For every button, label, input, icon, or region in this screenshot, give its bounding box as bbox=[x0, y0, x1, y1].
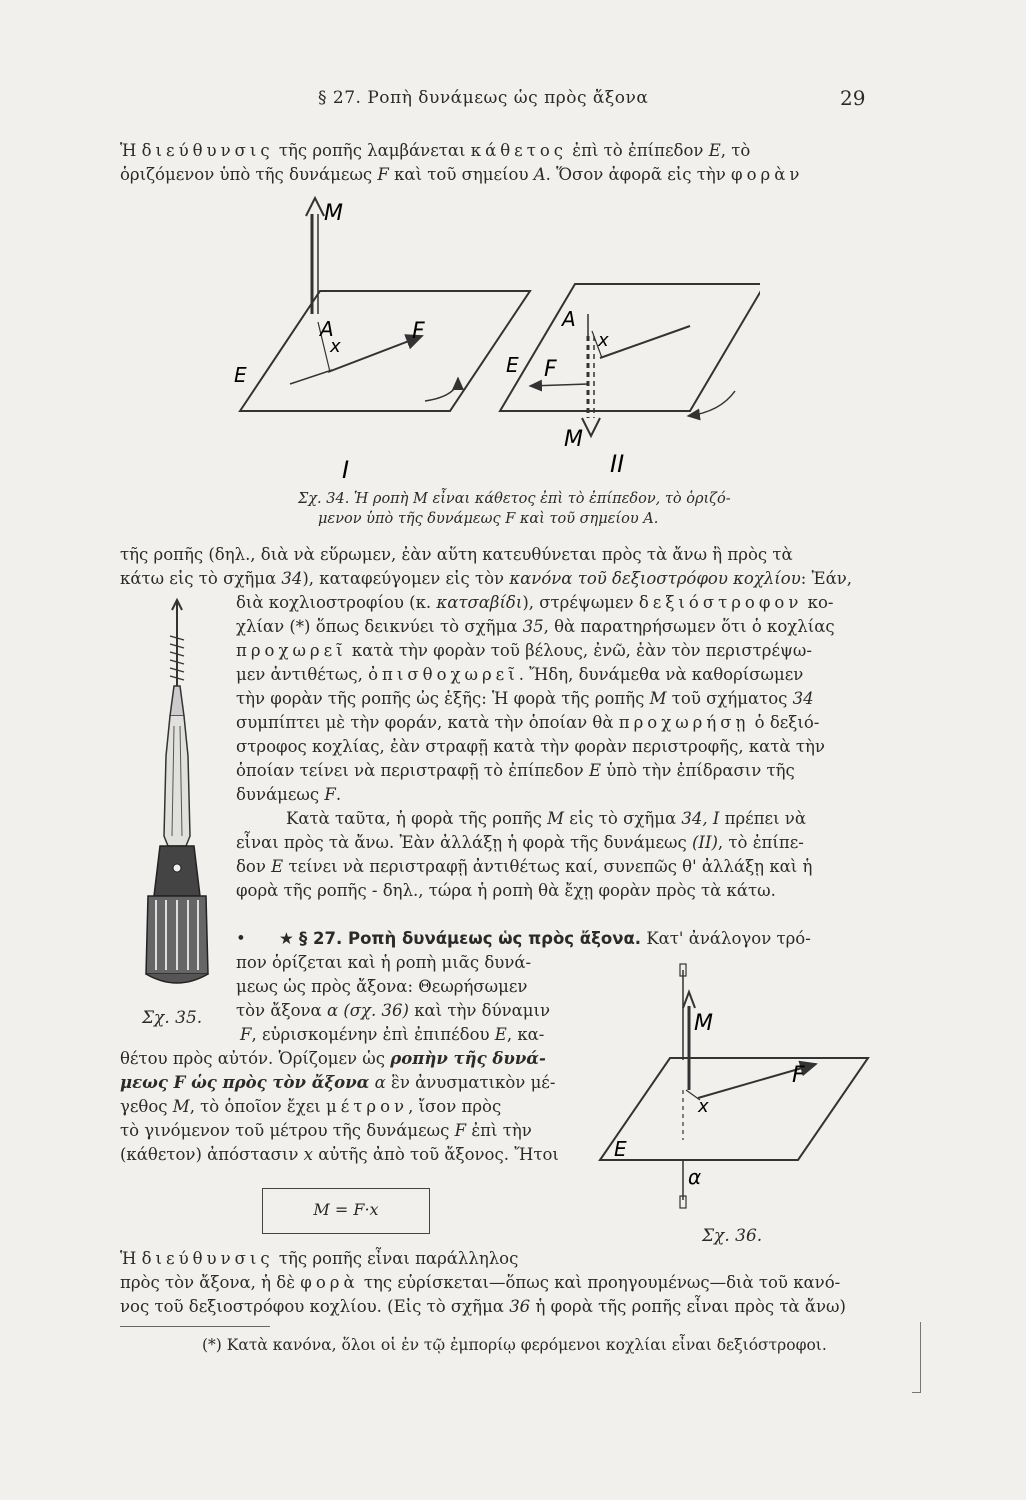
label-a-1: A bbox=[320, 317, 334, 341]
label-m-1: M bbox=[324, 201, 343, 226]
body-line-5: προχωρεῖ κατὰ τὴν φορὰν τοῦ βέλους, ἐνῶ, ἐὰν τὸν περιστρέψω- bbox=[236, 641, 812, 660]
section-line-10: (κάθετον) ἀπόστασιν x αὐτῆς ἀπὸ τοῦ ἄξονος. Ἤτοι bbox=[120, 1145, 559, 1164]
label-m-2: M bbox=[564, 427, 583, 452]
label-x-2: x bbox=[598, 330, 609, 351]
label-e-2: E bbox=[506, 353, 519, 377]
body-line-8: συμπίπτει μὲ τὴν φοράν, κατὰ τὴν ὁποίαν θὰ προχωρήσῃ ὁ δεξιό- bbox=[236, 713, 820, 732]
body-line-13: εἶναι πρὸς τὰ ἄνω. Ἐὰν ἀλλάξῃ ἡ φορὰ τῆς δυνάμεως (II), τὸ ἐπίπε- bbox=[236, 833, 804, 852]
label-m: M bbox=[694, 1011, 713, 1036]
section-line-8: γεθος M, τὸ ὁποῖον ἔχει μέτρον, ἴσον πρὸς bbox=[120, 1097, 502, 1116]
label-x: x bbox=[698, 1096, 709, 1117]
label-alpha: α bbox=[688, 1165, 702, 1189]
formula-box bbox=[262, 1188, 430, 1234]
running-head: § 27. Ροπὴ δυνάμεως ὡς πρὸς ἄξονα bbox=[318, 88, 649, 108]
margin-bracket bbox=[912, 1322, 921, 1393]
figure-35-screwdriver bbox=[130, 596, 220, 1006]
body-line-7: τὴν φορὰν τῆς ροπῆς ὡς ἑξῆς: Ἡ φορὰ τῆς ροπῆς M τοῦ σχήματος 34 bbox=[236, 689, 814, 708]
page-header bbox=[0, 88, 1026, 118]
figure-34-caption-line-1: Σχ. 34. Ἡ ροπὴ M εἶναι κάθετος ἐπὶ τὸ ἐπίπεδον, τὸ ὁριζό- bbox=[298, 491, 731, 507]
section-line-9: τὸ γινόμενον τοῦ μέτρου τῆς δυνάμεως F ἐπὶ τὴν bbox=[120, 1121, 532, 1140]
formula: M = F·x bbox=[313, 1200, 379, 1219]
footnote-divider bbox=[120, 1326, 270, 1327]
label-f-1: F bbox=[412, 319, 425, 344]
label-a-2: A bbox=[562, 307, 576, 331]
star-icon: ★ bbox=[278, 929, 294, 948]
force-arrow-panel-2 bbox=[600, 326, 690, 358]
body-line-2: κάτω εἰς τὸ σχῆμα 34), καταφεύγομεν εἰς τὸν κανόνα τοῦ δεξιοστρόφου κοχλίου: Ἐάν, bbox=[120, 569, 853, 588]
plane-e bbox=[600, 1058, 868, 1160]
label-f: F bbox=[792, 1063, 805, 1088]
intro-line-2: ὁριζόμενον ὑπὸ τῆς δυνάμεως F καὶ τοῦ σημείου A. Ὅσον ἀφορᾶ εἰς τὴν φορὰν bbox=[120, 165, 804, 184]
body-line-6: μεν ἀντιθέτως, ὀπισθοχωρεῖ. Ἤδη, δυνάμεθα νὰ καθορίσωμεν bbox=[236, 665, 804, 684]
body-line-3: διὰ κοχλιοστροφίου (κ. κατσαβίδι), στρέψωμεν δεξιόστροφον κο- bbox=[236, 593, 834, 612]
section-line-3: μεως ὡς πρὸς ἄξονα: Θεωρήσωμεν bbox=[236, 977, 528, 996]
force-arrow-panel-1 bbox=[328, 336, 422, 372]
page-number: 29 bbox=[840, 86, 866, 110]
section-heading-line: • ★ § 27. Ροπὴ δυνάμεως ὡς πρὸς ἄξονα. Κατ' ἀνάλογον τρό- bbox=[236, 929, 811, 948]
figure-36 bbox=[580, 960, 880, 1250]
label-panel-1: I bbox=[342, 456, 350, 484]
body-line-14: δον E τείνει νὰ περιστραφῇ ἀντιθέτως καί, συνεπῶς θ' ἀλλάξῃ καὶ ἡ bbox=[236, 857, 813, 876]
closing-line-3: νος τοῦ δεξιοστρόφου κοχλίου. (Εἰς τὸ σχῆμα 36 ἡ φορὰ τῆς ροπῆς εἶναι πρὸς τὰ ἄνω) bbox=[120, 1297, 846, 1316]
figure-36-caption: Σχ. 36. bbox=[702, 1226, 763, 1246]
section-heading: § 27. Ροπὴ δυνάμεως ὡς πρὸς ἄξονα. bbox=[299, 929, 642, 948]
body-line-12: Κατὰ ταῦτα, ἡ φορὰ τῆς ροπῆς M εἰς τὸ σχῆμα 34, I πρέπει νὰ bbox=[286, 809, 806, 828]
footnote: (*) Κατὰ κανόνα, ὅλοι οἱ ἐν τῷ ἐμπορίῳ φερόμενοι κοχλίαι εἶναι δεξιόστροφοι. bbox=[202, 1336, 827, 1354]
label-x-1: x bbox=[330, 336, 341, 357]
bullet-icon: • bbox=[236, 929, 246, 948]
body-line-9: στροφος κοχλίας, ἐὰν στραφῇ κατὰ τὴν φορὰν περιστροφῆς, κατὰ τὴν bbox=[236, 737, 825, 756]
section-line-6: θέτου πρὸς αὐτόν. Ὁρίζομεν ὡς ροπὴν τῆς δυνά- bbox=[120, 1049, 546, 1068]
body-line-4: χλίαν (*) ὅπως δεικνύει τὸ σχῆμα 35, θὰ παρατηρήσωμεν ὅτι ὁ κοχλίας bbox=[236, 617, 835, 636]
closing-line-2: πρὸς τὸν ἄξονα, ἡ δὲ φορὰ της εὑρίσκεται—ὅπως καὶ προηγουμένως—διὰ τοῦ κανό- bbox=[120, 1273, 841, 1292]
section-line-5: F, εὑρισκομένην ἐπὶ ἐπιπέδου E, κα- bbox=[240, 1025, 545, 1044]
label-panel-2: II bbox=[610, 450, 625, 478]
label-f-2: F bbox=[544, 357, 557, 382]
section-line-2: πον ὁρίζεται καὶ ἡ ροπὴ μιᾶς δυνά- bbox=[236, 953, 532, 972]
body-line-10: ὁποίαν τείνει νὰ περιστραφῇ τὸ ἐπίπεδον E ὑπὸ τὴν ἐπίδρασιν τῆς bbox=[236, 761, 795, 780]
label-e: E bbox=[614, 1137, 627, 1161]
closing-line-1: Ἡ διεύθυνσις τῆς ροπῆς εἶναι παράλληλος bbox=[120, 1249, 519, 1268]
figure-35-caption: Σχ. 35. bbox=[142, 1008, 203, 1028]
body-line-11: δυνάμεως F. bbox=[236, 785, 342, 804]
figure-34 bbox=[200, 196, 760, 486]
intro-line-1: Ἡ διεύθυνσις τῆς ροπῆς λαμβάνεται κάθετος ἐπὶ τὸ ἐπίπεδον E, τὸ bbox=[120, 141, 751, 160]
section-line-4: τὸν ἄξονα α (σχ. 36) καὶ τὴν δύναμιν bbox=[236, 1001, 551, 1020]
body-line-15: φορὰ τῆς ροπῆς - δηλ., τώρα ἡ ροπὴ θὰ ἔχῃ φορὰν πρὸς τὰ κάτω. bbox=[236, 881, 776, 900]
label-e-1: E bbox=[234, 363, 247, 387]
figure-34-caption-line-2: μενον ὑπὸ τῆς δυνάμεως F καὶ τοῦ σημείου A. bbox=[318, 511, 659, 527]
section-line-7: μεως F ὡς πρὸς τὸν ἄξονα α ἓν ἀνυσματικὸν μέ- bbox=[120, 1073, 556, 1092]
body-line-1: τῆς ροπῆς (δηλ., διὰ νὰ εὕρωμεν, ἐὰν αὕτη κατευθύνεται πρὸς τὰ ἄνω ἢ πρὸς τὰ bbox=[120, 545, 793, 564]
